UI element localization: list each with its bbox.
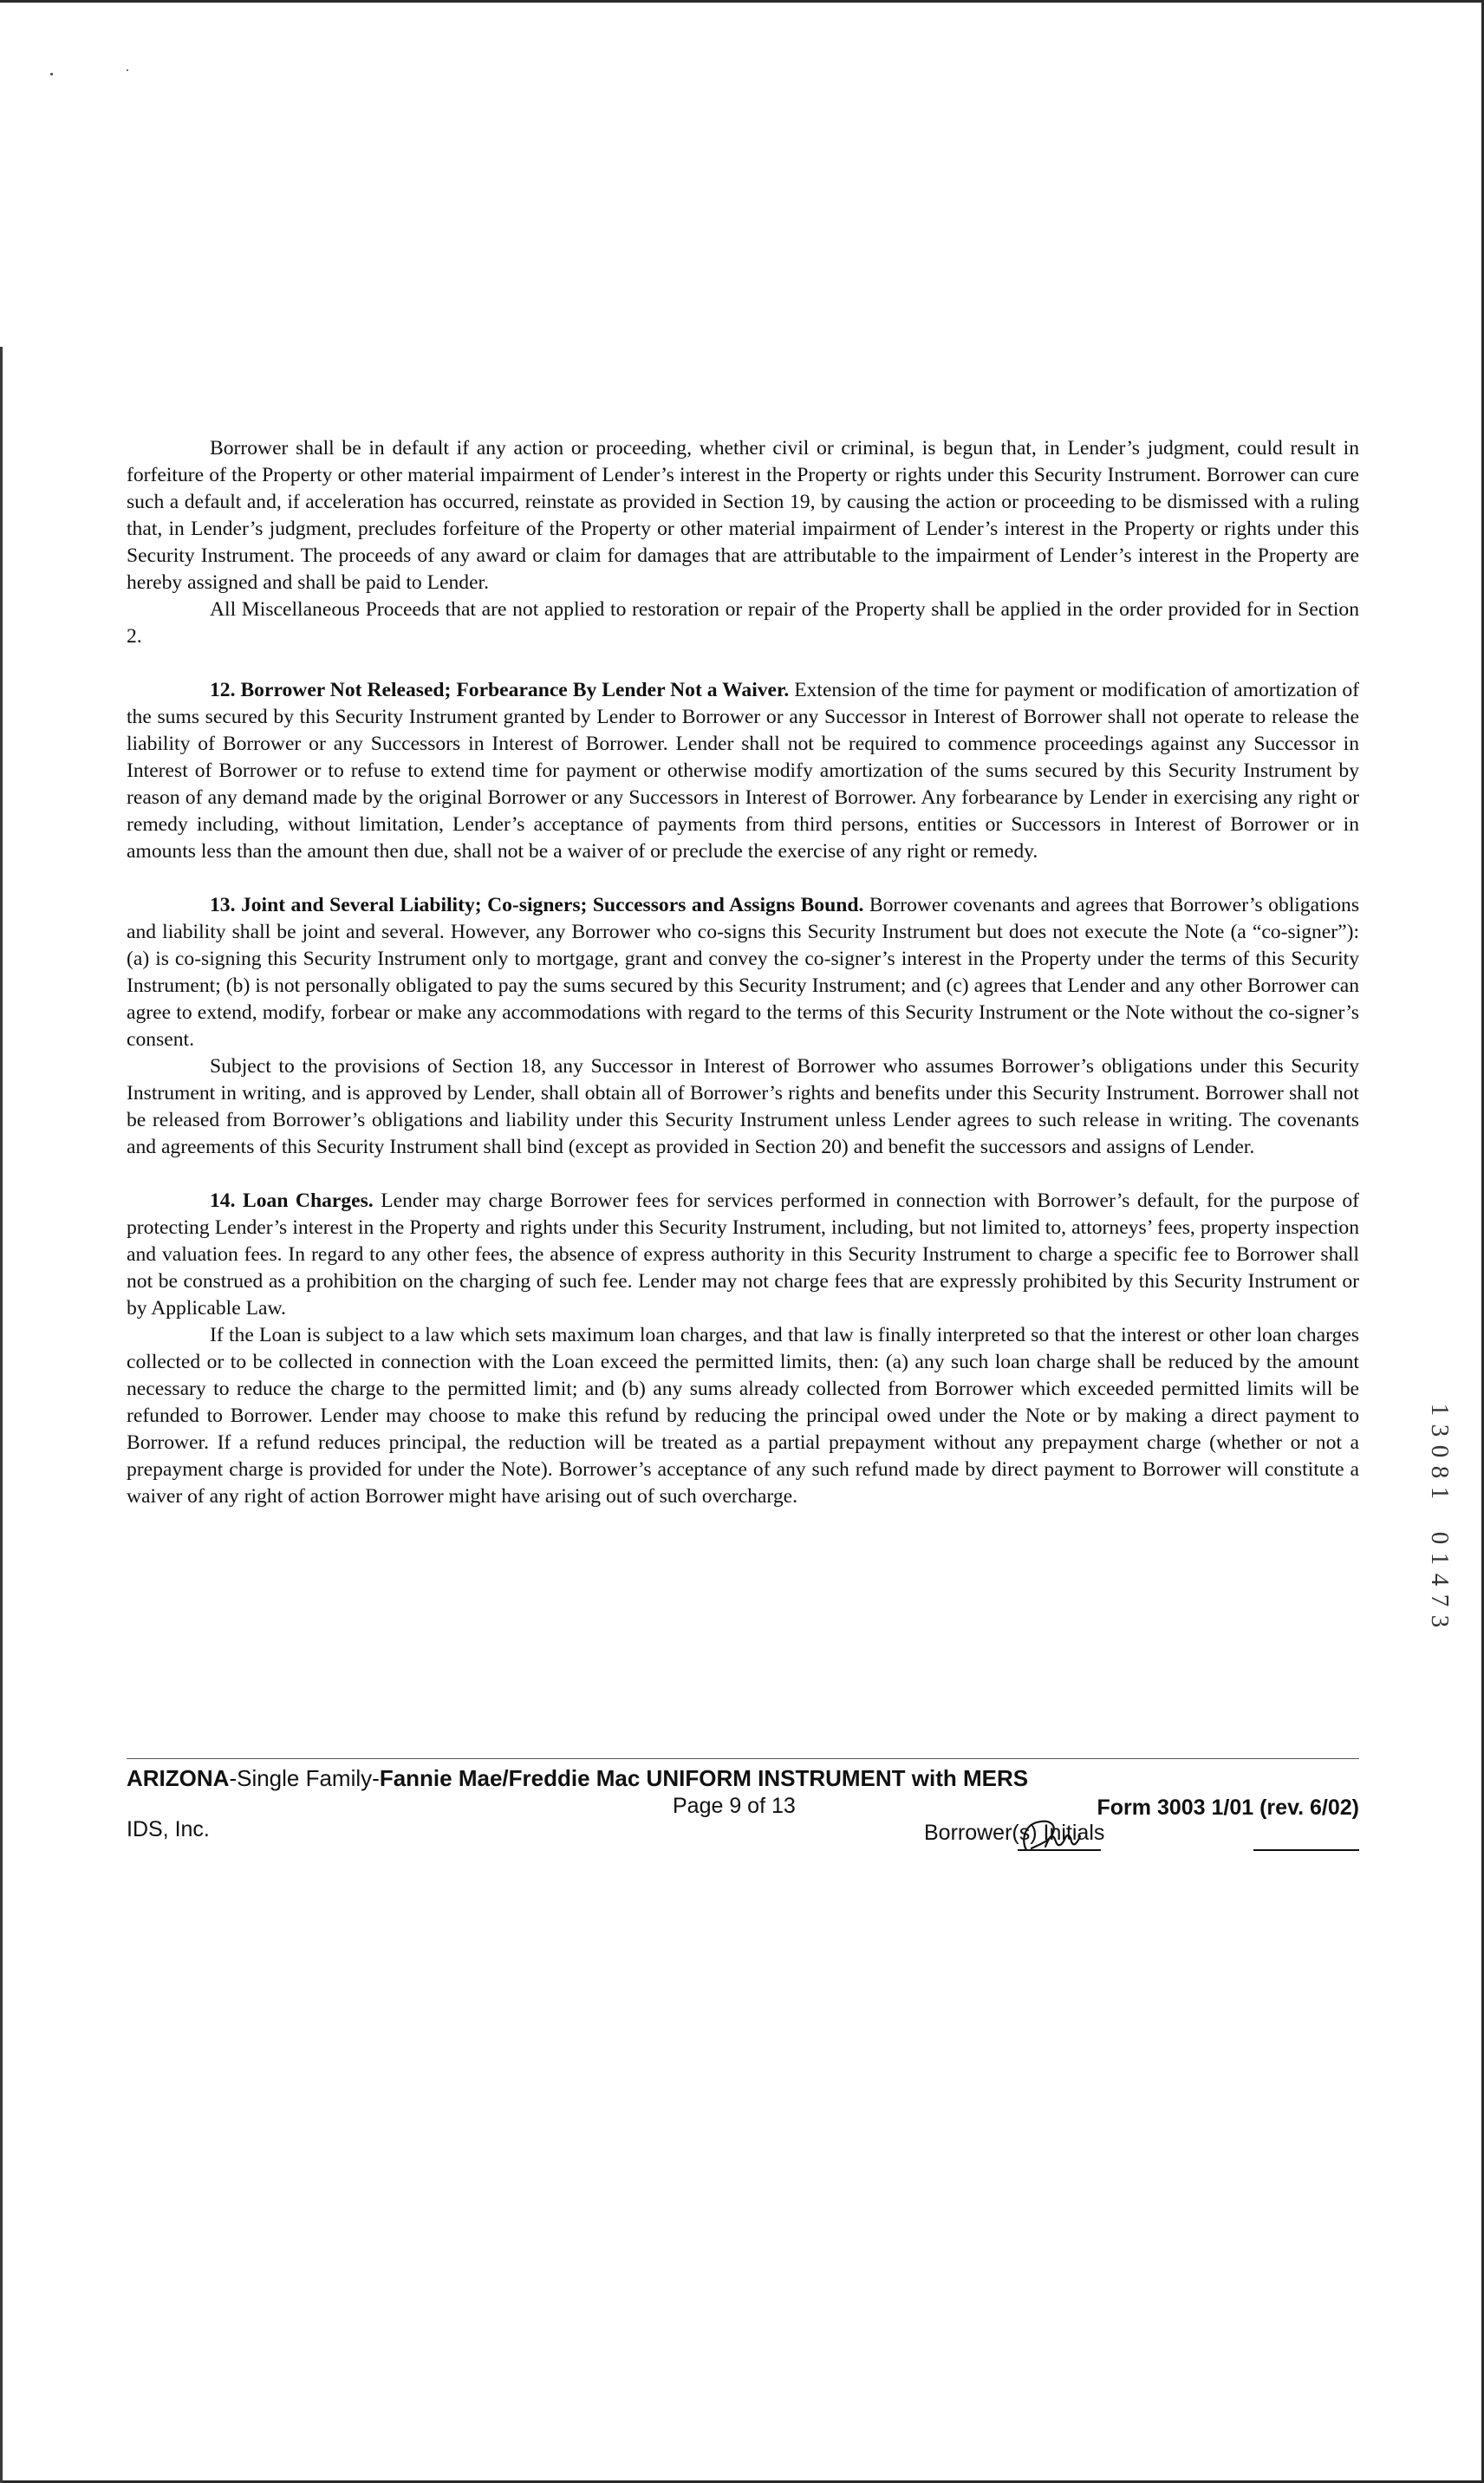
paragraph-default-cure: Borrower shall be in default if any action or proceeding, whether civil or criminal, is begun that, in Lender’s judgment, could result in forfeiture of the Property or other material impairment of Lender’s interest in the Property or rights under this Security Instrument. Borrower can cure such a default and, if acceleration has occurred, reinstate as provided in Section 19, by causing the action or proceeding to be dismissed with a ruling that, in Lender’s judgment, precludes forfeiture of the Property or other material impairment of Lender’s interest in the Property or rights under this Security Instrument. The proceeds of any award or claim for damages that are attributable to the impairment of Lender’s interest in the Property are hereby assigned and shall be paid to Lender. [127, 437, 1359, 594]
paragraph-max-loan-charges: If the Loan is subject to a law which sets maximum loan charges, and that law is finally interpreted so that the interest or other loan charges collected or to be collected in connection with the Loan exceed the permitted limits, then: (a) any such loan charge shall be reduced by the amount necessary to reduce the charge to the permitted limit; and (b) any sums already collected from Borrower which exceeded permitted limits will be refunded to Borrower. Lender may choose to make this refund by reducing the principal owed under the Note or by making a direct payment to Borrower. If a refund reduces principal, the reduction will be treated as a partial prepayment without any prepayment charge (whether or not a prepayment charge is provided for under the Note). Borrower’s acceptance of any such refund made by direct payment to Borrower will constitute a waiver of any right of action Borrower might have arising out of such overcharge. [127, 1324, 1359, 1508]
section-14-heading: 14. Loan Charges. [210, 1189, 374, 1212]
paragraph-section-13 [127, 892, 1359, 1053]
stamp-digit: 1 [1426, 1486, 1454, 1500]
form-number: Form 3003 1/01 (rev. 6/02) [1097, 1795, 1359, 1820]
initials-line-2 [1253, 1849, 1359, 1851]
stamp-digit: 1 [1426, 1552, 1454, 1566]
footer-state: ARIZONA [127, 1765, 230, 1791]
body-text [127, 435, 1359, 1510]
footer-form-title [127, 1765, 1028, 1792]
recording-stamp-number [1427, 1399, 1453, 1632]
paragraph-successors: Subject to the provisions of Section 18, any Successor in Interest of Borrower who assumes Borrower’s obligations under this Security Instrument in writing, and is approved by Lender, shall obtain all of Borrower’s rights and benefits under this Security Instrument. Borrower shall not be released from Borrower’s obligations and liability under this Security Instrument unless Lender agrees to such release in writing. The covenants and agreements of this Security Instrument shall bind (except as provided in Section 20) and benefit the successors and assigns of Lender. [127, 1055, 1359, 1158]
stamp-digit: 3 [1426, 1614, 1454, 1628]
paragraph-section-14 [127, 1188, 1359, 1322]
footer-instrument: Fannie Mae/Freddie Mac UNIFORM INSTRUMENT with MERS [379, 1765, 1029, 1791]
section-12-text: Extension of the time for payment or modification of amortization of the sums secured by this Security Instrument granted by Lender to Borrower or any Successor in Interest of Borrower shall not operate to release the liability of Borrower or any Successors in Interest of Borrower. Lender shall not be required to commence proceedings against any Successor in Interest of Borrower or to refuse to extend time for payment or otherwise modify amortization of the sums secured by this Security Instrument by reason of any demand made by the original Borrower or any Successors in Interest of Borrower. Any forbearance by Lender in exercising any right or remedy including, without limitation, Lender’s acceptance of payments from third persons, entities or Successors in Interest of Borrower or in amounts less than the amount then due, shall not be a waiver of or preclude the exercise of any right or remedy. [127, 679, 1360, 863]
section-13-heading: 13. Joint and Several Liability; Co-signers; Successors and Assigns Bound. [210, 894, 864, 916]
handwritten-initials [1019, 1815, 1085, 1854]
stamp-digit: 7 [1426, 1593, 1454, 1607]
section-14-text: Lender may charge Borrower fees for services performed in connection with Borrower’s default, for the purpose of protecting Lender’s interest in the Property and rights under this Security Instrument, including, but not limited to, attorneys’ fees, property inspection and valuation fees. In regard to any other fees, the absence of express authority in this Security Instrument to charge a specific fee to Borrower shall not be construed as a prohibition on the charging of such fee. Lender may not charge fees that are expressly prohibited by this Security Instrument or by Applicable Law. [127, 1189, 1359, 1320]
scan-speck [127, 69, 128, 71]
page-number: Page 9 of 13 [673, 1794, 796, 1818]
scan-speck [50, 73, 53, 75]
section-12-heading: 12. Borrower Not Released; Forbearance By Lender Not a Waiver. [210, 679, 790, 701]
scan-edge-top [0, 0, 1484, 3]
stamp-digit: 0 [1426, 1444, 1454, 1458]
stamp-digit: 1 [1426, 1403, 1454, 1417]
stamp-digit: 3 [1426, 1424, 1454, 1437]
section-13-text: Borrower covenants and agrees that Borrower’s obligations and liability shall be joint and several. However, any Borrower who co-signs this Security Instrument but does not execute the Note (a “co-signer”): (a) is co-signing this Security Instrument only to mortgage, grant and convey the co-signer’s interest in the Property under the terms of this Security Instrument; (b) is not personally obligated to pay the sums secured by this Security Instrument; and (c) agrees that Lender and any other Borrower can agree to extend, modify, forbear or make any accommodations with regard to the terms of this Security Instrument or the Note without the co-signer’s consent. [127, 894, 1360, 1051]
footer-divider [127, 1758, 1359, 1759]
paragraph-section-12 [127, 677, 1359, 865]
stamp-digit: 0 [1426, 1531, 1454, 1545]
paragraph-misc-proceeds: All Miscellaneous Proceeds that are not applied to restoration or repair of the Property shall be applied in the order provided for in Section 2. [127, 598, 1359, 648]
stamp-digit: 4 [1426, 1573, 1454, 1587]
footer-company: IDS, Inc. [127, 1817, 210, 1841]
scan-edge-left [0, 347, 3, 2483]
stamp-digit: 8 [1426, 1465, 1454, 1479]
initials-label: Borrower(s) Initials [924, 1821, 1105, 1845]
footer-family: -Single Family- [229, 1765, 380, 1791]
